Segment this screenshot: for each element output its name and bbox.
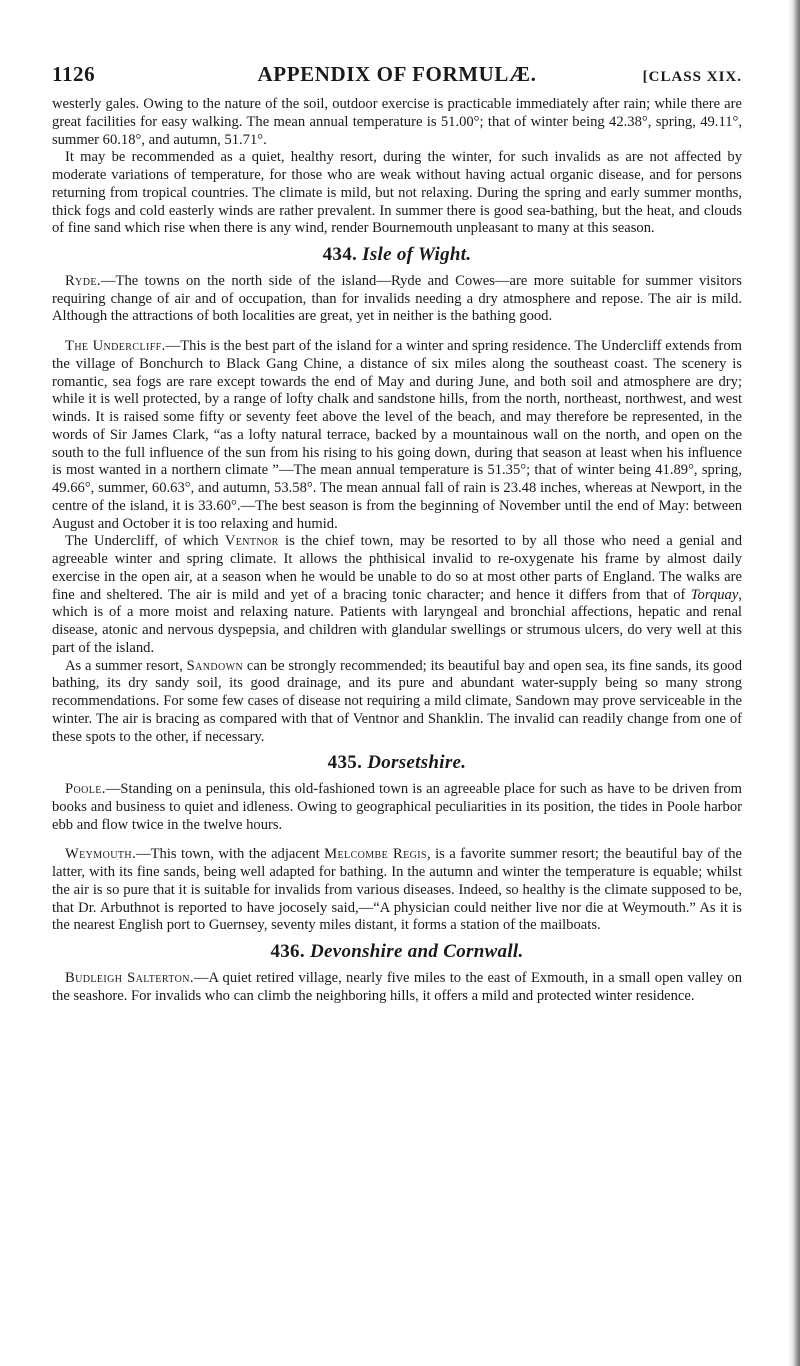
weymouth-text-1: —This town, with the adjacent	[136, 846, 325, 863]
ventnor-pre: The Undercliff, of which	[65, 533, 225, 550]
page-edge-shadow	[788, 0, 800, 1366]
term-melcombe-regis: Melcombe Regis	[324, 846, 427, 863]
term-ventnor: Ventnor	[224, 533, 279, 550]
section-number: 436.	[270, 941, 305, 962]
running-title: APPENDIX OF FORMULÆ.	[257, 62, 537, 86]
class-label-text: [CLASS XIX.	[642, 69, 742, 85]
paragraph-sandown	[52, 658, 742, 747]
section-title: Devonshire and Cornwall.	[309, 941, 524, 962]
ryde-text: —The towns on the north side of the island—Ryde and Cowes—are more suitable for summer visitors requiring change of air and of occupation, than for invalids needing a dry atmosphere and repose. The air is mild. Although the attractions of both localities are great, yet in neither is the bathing good.	[52, 272, 742, 325]
budleigh-text: —A quiet retired village, nearly five miles to the east of Exmouth, in a small open valley on the seashore. For invalids who can climb the neighboring hills, it offers a mild and protected winter residence.	[52, 969, 742, 1004]
section-title: Dorsetshire.	[367, 752, 467, 774]
book-page	[52, 62, 742, 1005]
paragraph-poole	[52, 781, 742, 834]
poole-text: —Standing on a peninsula, this old-fashioned town is an agreeable place for such as have to be driven from books and business to quiet and idleness. Owing to geographical peculiarities in its position, the tides in Poole harbor ebb and flow twice in the twelve hours.	[52, 781, 742, 833]
weymouth-text-2: , is a favorite summer resort; the beautiful bay of the latter, with its fine sands, being well adapted for bathing. In the autumn and winter the temperature is equable; whilst the air is so pure that it is suitable for invalids from various diseases. Indeed, so healthy is the climate supposed to be, that Dr. Arbuthnot is reported to have jocosely said,—“A physician could neither live nor die at Weymouth.” As it is the nearest English port to Guernsey, seventy miles distant, it forms a station of the mailboats.	[52, 846, 742, 934]
undercliff-text: —This is the best part of the island for a winter and spring residence. The Undercliff extends from the village of Bonchurch to Black Gang Chine, a distance of six miles along the southeast coast. The scenery is romantic, sea fogs are rare except towards the end of May and during June, and both soil and atmosphere are dry; while it is well protected, by a range of lofty chalk and sandstone hills, from the north, northeast, northwest, and west winds. It is raised some fifty or seventy feet above the level of the beach, and may therefore be represented, in the words of Sir James Clark, “as a lofty natural terrace, backed by a mountainous wall on the north, and open on the south to the full influence of the sun from his rising to his going down, during that season at least when his influence is most wanted in a northern climate ”—The mean annual temperature is 51.35°; that of winter being 41.89°, spring, 49.66°, summer, 60.63°, and autumn, 53.58°. The mean annual fall of rain is 23.48 inches, whereas at Newport, in the centre of the island, it is 33.60°.—The best season is from the beginning of November until the end of May: between August and October it is too relaxing and humid.	[52, 338, 742, 532]
term-ryde: Ryde.	[65, 272, 101, 289]
section-number: 434.	[322, 244, 358, 265]
class-label	[643, 62, 742, 87]
section-heading-436	[52, 943, 742, 961]
paragraph-gap	[52, 834, 742, 846]
term-torquay: Torquay	[690, 586, 739, 603]
sandown-pre: As a summer resort,	[65, 657, 187, 674]
term-undercliff: The Undercliff.	[65, 338, 166, 354]
term-sandown: Sandown	[186, 657, 244, 674]
ventnor-text-2: , which is of a more moist and relaxing nature. Patients with laryngeal and bronchial affections, hepatic and renal disease, atonic and nervous dyspepsia, and children with glandular swellings or strumous ulcers, do very well at this part of the island.	[52, 586, 742, 656]
page-body	[52, 96, 742, 1005]
paragraph-ryde	[52, 273, 742, 326]
paragraph-weymouth	[52, 846, 742, 935]
paragraph-bournemouth-recommendation: It may be recommended as a quiet, healthy resort, during the winter, for such invalids as are not affected by moderate variations of temperature, for those who are weak without having actual organic disease, and for persons returning from tropical countries. The climate is mild, but not relaxing. During the spring and early summer months, thick fogs and cold easterly winds are rather prevalent. In summer there is good sea-bathing, but the heat, and clouds of fine sand which rise when there is any wind, render Bournemouth unpleasant to many at this season.	[52, 149, 742, 237]
paragraph-budleigh	[52, 970, 742, 1006]
page-number: 1126	[52, 62, 96, 86]
paragraph-gap	[52, 326, 742, 338]
term-poole: Poole.	[65, 781, 106, 797]
sandown-text: can be strongly recommended; its beautiful bay and open sea, its fine sands, its good bathing, its dry sandy soil, its good drainage, and its pure and abundant water-supply being so many strong recommendations. For some few cases of disease not requiring a mild climate, Sandown may prove serviceable in the winter. The air is bracing as compared with that of Ventnor and Shanklin. The invalid can readily change from one of these spots to the other, if necessary.	[52, 657, 742, 745]
term-weymouth: Weymouth.	[65, 846, 137, 863]
section-heading-435	[52, 754, 742, 772]
term-budleigh-salterton: Budleigh Salterton.	[65, 969, 194, 986]
running-header	[52, 62, 742, 96]
ventnor-text: is the chief town, may be resorted to by all those who need a genial and agreeable winter and spring climate. It allows the phthisical invalid to re-oxygenate his frame by almost daily exercise in the open air, at a season when he would be unable to do so at most other parts of England. The walks are fine and sheltered. The air is mild and yet of a bracing tonic character; and hence it differs from that of	[52, 533, 743, 603]
paragraph-undercliff	[52, 338, 742, 533]
section-heading-434	[52, 246, 742, 264]
section-number: 435.	[327, 752, 363, 774]
paragraph-bournemouth-climate: westerly gales. Owing to the nature of the soil, outdoor exercise is practicable immediately after rain; while there are great facilities for easy walking. The mean annual temperature is 51.00°; that of winter being 42.38°, spring, 49.11°, summer 60.18°, and autumn, 51.71°.	[52, 96, 742, 148]
paragraph-ventnor	[52, 533, 742, 657]
section-title: Isle of Wight.	[362, 244, 472, 265]
